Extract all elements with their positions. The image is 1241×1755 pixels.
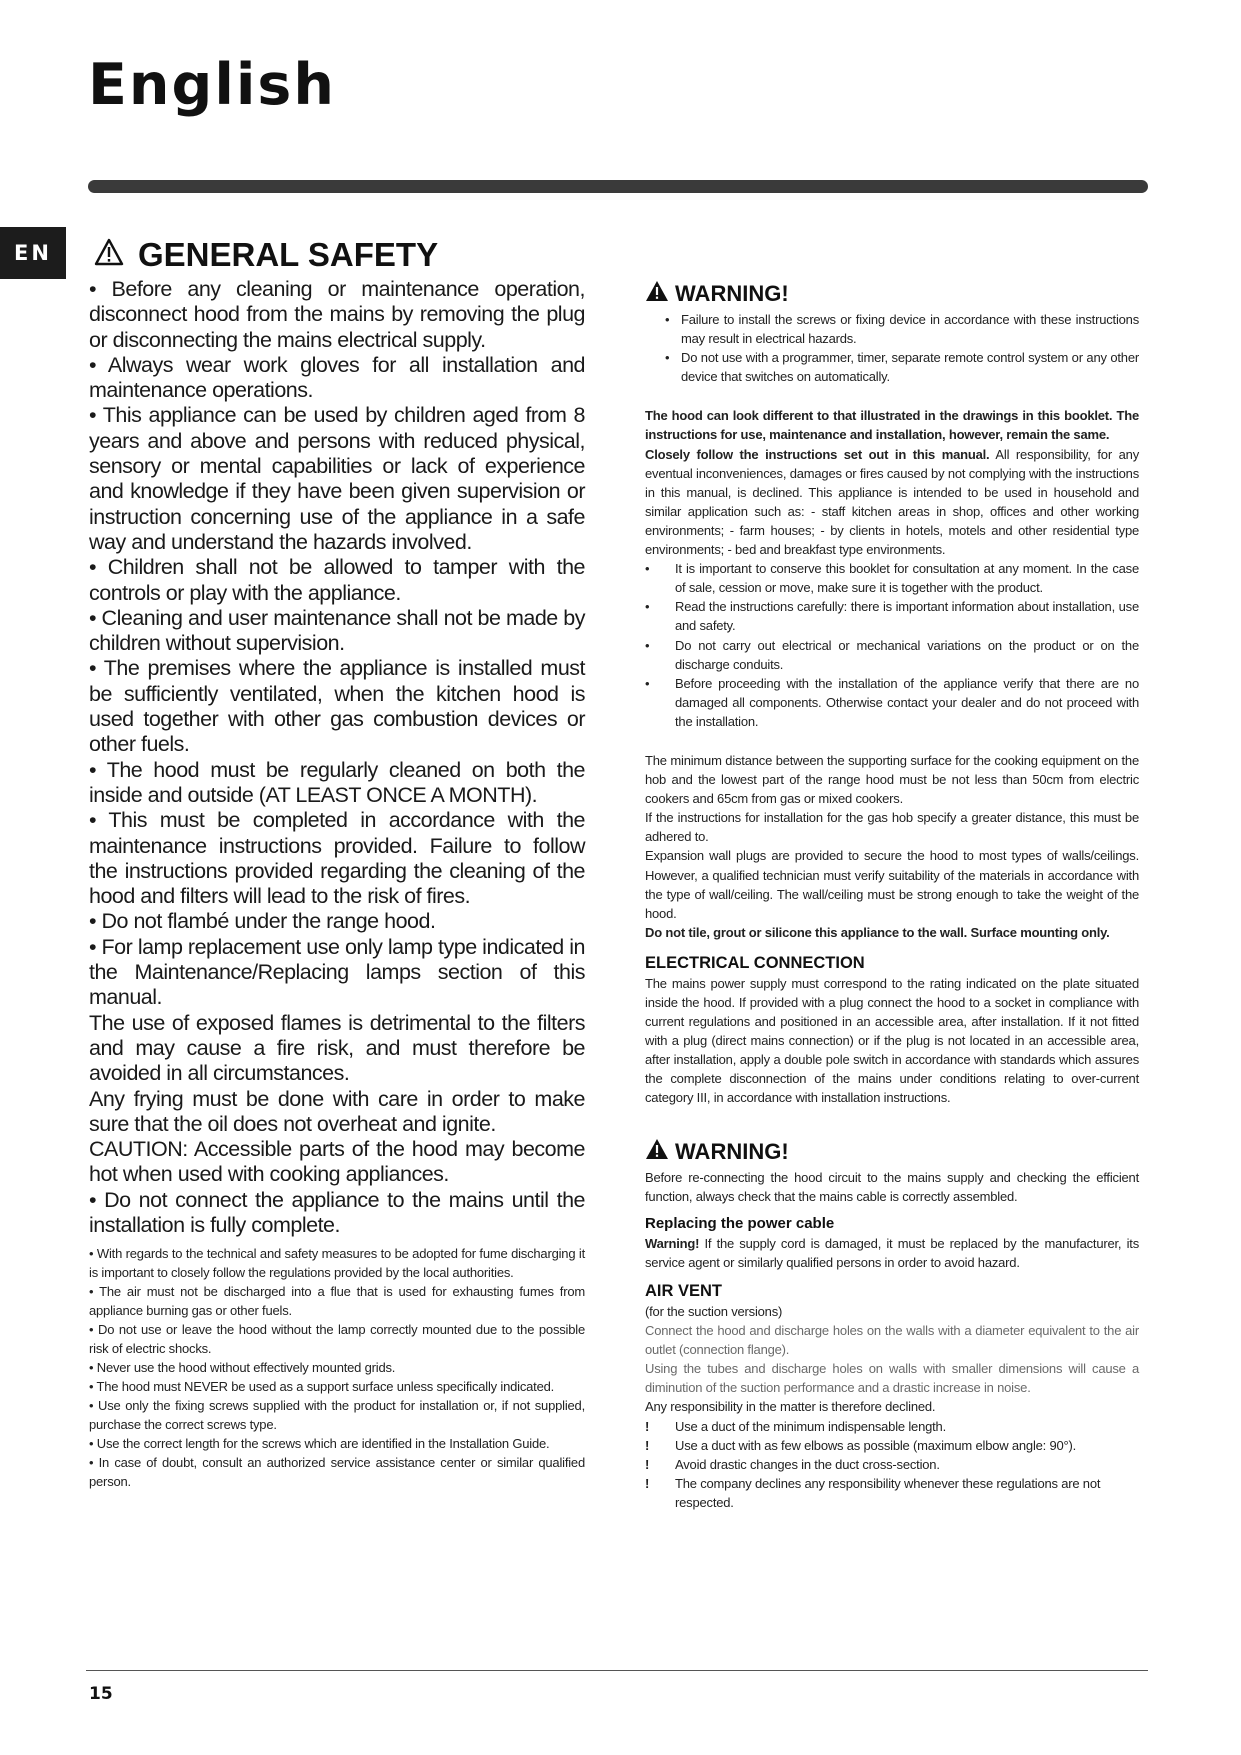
safety-paragraph: • The premises where the appliance is installed must be sufficiently ventilated, when the kitchen hood is used together with other gas combustion devices or other fuels. — [89, 656, 585, 757]
safety-paragraph: • This appliance can be used by children aged from 8 years and above and persons with reduced physical, sensory or mental capabilities or lack of experience and knowledge if they have been given supervision or instruction concerning use of the appliance in a safe way and understand the hazards involved. — [89, 403, 585, 554]
safety-paragraph: The use of exposed flames is detrimental to the filters and may cause a fire risk, and must therefore be avoided in all circumstances. — [89, 1010, 585, 1086]
safety-paragraph: • Cleaning and user maintenance shall not be made by children without supervision. — [89, 605, 585, 656]
intro-bullets — [645, 559, 1139, 731]
list-item: ! The company declines any responsibility whenever these regulations are not respected. — [645, 1474, 1139, 1512]
appearance-note: The hood can look different to that illustrated in the drawings in this booklet. The instructions for use, maintenance and installation, however, remain the same. — [645, 408, 1139, 443]
safety-paragraph: • Do not connect the appliance to the mains until the installation is fully complete. — [89, 1187, 585, 1237]
large-safety-list — [89, 277, 585, 1238]
distance-paragraph: The minimum distance between the supporting surface for the cooking equipment on the hob and the lowest part of the range hood must be not less than 50cm from electric cookers and 65cm from gas or mixed cookers. — [645, 752, 1139, 807]
safety-paragraph: • Always wear work gloves for all installation and maintenance operations. — [89, 352, 585, 403]
warning-title: WARNING! — [675, 1138, 789, 1164]
general-safety-column — [89, 236, 585, 1491]
power-cable-body: If the supply cord is damaged, it must be replaced by the manufacturer, its service agent or similarly qualified persons in order to avoid hazard. — [645, 1235, 1139, 1270]
general-safety-heading — [94, 236, 585, 274]
safety-note: • With regards to the technical and safety measures to be adopted for fume discharging it is important to closely follow the regulations provided by the local authorities. — [89, 1246, 585, 1281]
safety-paragraph: • Children shall not be allowed to tamper with the controls or play with the appliance. — [89, 555, 585, 605]
language-tab: EN — [0, 227, 66, 279]
safety-note: • Never use the hood without effectively mounted grids. — [89, 1360, 396, 1376]
list-item: ! Use a duct of the minimum indispensable length. — [645, 1417, 1139, 1436]
warning-list — [681, 310, 1139, 386]
air-vent-connect-text: Connect the hood and discharge holes on the walls with a diameter equivalent to the air outlet (connection flange). — [645, 1323, 1139, 1358]
warning-title: WARNING! — [675, 281, 789, 306]
electrical-connection-heading: ELECTRICAL CONNECTION — [645, 953, 865, 972]
reconnect-warning-text: Before re-connecting the hood circuit to the mains supply and checking the efficient function, always check that the mains cable is correctly assembled. — [645, 1169, 1139, 1204]
safety-paragraph: • The hood must be regularly cleaned on both the inside and outside (AT LEAST ONCE A MONTH). — [89, 757, 585, 807]
safety-paragraph: • For lamp replacement use only lamp type indicated in the Maintenance/Replacing lamps section of this manual. — [89, 934, 585, 1010]
responsibility-paragraph — [645, 445, 1139, 560]
safety-paragraph: CAUTION: Accessible parts of the hood may become hot when used with cooking appliances. — [89, 1137, 585, 1187]
air-vent-list — [645, 1417, 1139, 1512]
footer-divider — [86, 1670, 1148, 1671]
safety-paragraph: • Before any cleaning or maintenance operation, disconnect hood from the mains by removing the plug or disconnecting the mains electrical supply. — [89, 277, 585, 352]
safety-note: • Use only the fixing screws supplied with the product for installation or, if not supplied, purchase the correct screws type. — [89, 1398, 585, 1433]
gas-hob-paragraph: If the instructions for installation for the gas hob specify a greater distance, this must be adhered to. — [645, 810, 1139, 845]
follow-instructions-text: All responsibility, for any eventual inconveniences, damages or fires caused by not complying with the instructions in this manual, is declined. This appliance is intended to be used in household and similar application such as: - staff kitchen areas in shop, offices and other working environments; - farm houses; - by clients in hotels, motels and other residential type environments; - bed and breakfast type environments. — [645, 446, 1139, 558]
list-item: ! Use a duct with as few elbows as possible (maximum elbow angle: 90°). — [645, 1436, 1139, 1455]
list-item: ! Avoid drastic changes in the duct cross-section. — [645, 1455, 1139, 1474]
air-vent-heading: AIR VENT — [645, 1281, 723, 1300]
safety-paragraph: • Do not flambé under the range hood. — [89, 909, 436, 934]
warning-filled-icon — [645, 1138, 669, 1166]
electrical-connection-text: The mains power supply must correspond to the rating indicated on the plate situated inside the hood. If provided with a plug connect the hood to a socket in compliance with current regulations and positioned in an accessible area, after installation. If it not fitted with a plug (direct mains connection) or if the plug is not located in an accessible area, after installation, apply a double pole switch in accordance with standards which assures the complete disconnection of the mains under conditions relating to over-current category III, in accordance with installation instructions. — [645, 975, 1139, 1106]
follow-instructions-bold: Closely follow the instructions set out in this manual. — [645, 446, 990, 462]
right-column — [645, 280, 1139, 1512]
safety-note: • Use the correct length for the screws which are identified in the Installation Guide. — [89, 1436, 550, 1452]
safety-note: • In case of doubt, consult an authorized service assistance center or similar qualified person. — [89, 1455, 585, 1490]
air-vent-tubes-text: Using the tubes and discharge holes on walls with smaller dimensions will cause a diminution of the suction performance and a drastic increase in noise. — [645, 1361, 1139, 1396]
list-item: • It is important to conserve this booklet for consultation at any moment. In the case of sale, cession or move, make sure it is together with the product. — [645, 559, 1139, 597]
warning-outline-icon — [94, 236, 124, 274]
warning-filled-icon — [645, 280, 669, 308]
warning-heading — [645, 1138, 1139, 1166]
safety-paragraph: Any frying must be done with care in order to make sure that the oil does not overheat and ignite. — [89, 1086, 585, 1136]
list-item: • Before proceeding with the installation of the appliance verify that there are no damaged all components. Otherwise contact your dealer and do not proceed with the installation. — [645, 674, 1139, 731]
list-item: • Do not carry out electrical or mechanical variations on the product or on the discharge conduits. — [645, 636, 1139, 674]
wall-plugs-paragraph: Expansion wall plugs are provided to secure the hood to most types of walls/ceilings. However, a qualified technician must verify suitability of the materials in accordance with the type of wall/ceiling. The wall/ceiling must be strong enough to take the weight of the hood. — [645, 848, 1139, 921]
warning-heading — [645, 280, 1139, 308]
safety-note: • Do not use or leave the hood without the lamp correctly mounted due to the possible risk of electric shocks. — [89, 1322, 585, 1357]
list-item: • Read the instructions carefully: there is important information about installation, use and safety. — [645, 597, 1139, 635]
power-cable-text — [645, 1234, 1139, 1272]
air-vent-decline-text: Any responsibility in the matter is therefore declined. — [645, 1399, 936, 1415]
safety-note: • The hood must NEVER be used as a support surface unless specifically indicated. — [89, 1379, 555, 1395]
safety-note: • The air must not be discharged into a flue that is used for exhausting fumes from appliance burning gas or other fuels. — [89, 1284, 585, 1319]
small-safety-list — [89, 1244, 585, 1491]
air-vent-note: (for the suction versions) — [645, 1303, 783, 1319]
power-cable-warning: Warning! — [645, 1235, 700, 1251]
power-cable-heading: Replacing the power cable — [645, 1214, 835, 1232]
list-item: • Failure to install the screws or fixing device in accordance with these instructions may result in electrical hazards. — [681, 310, 1139, 348]
page-title: English — [88, 52, 336, 118]
list-item: • Do not use with a programmer, timer, separate remote control system or any other device that switches on automatically. — [681, 348, 1139, 386]
surface-mounting-note: Do not tile, grout or silicone this appliance to the wall. Surface mounting only. — [645, 924, 1110, 940]
header-divider — [88, 180, 1148, 193]
page-number: 15 — [89, 1684, 113, 1704]
safety-paragraph: • This must be completed in accordance with the maintenance instructions provided. Failure to follow the instructions provided regarding the cleaning of the hood and filters will lead to the risk of fires. — [89, 808, 585, 909]
general-safety-title: GENERAL SAFETY — [138, 236, 439, 273]
